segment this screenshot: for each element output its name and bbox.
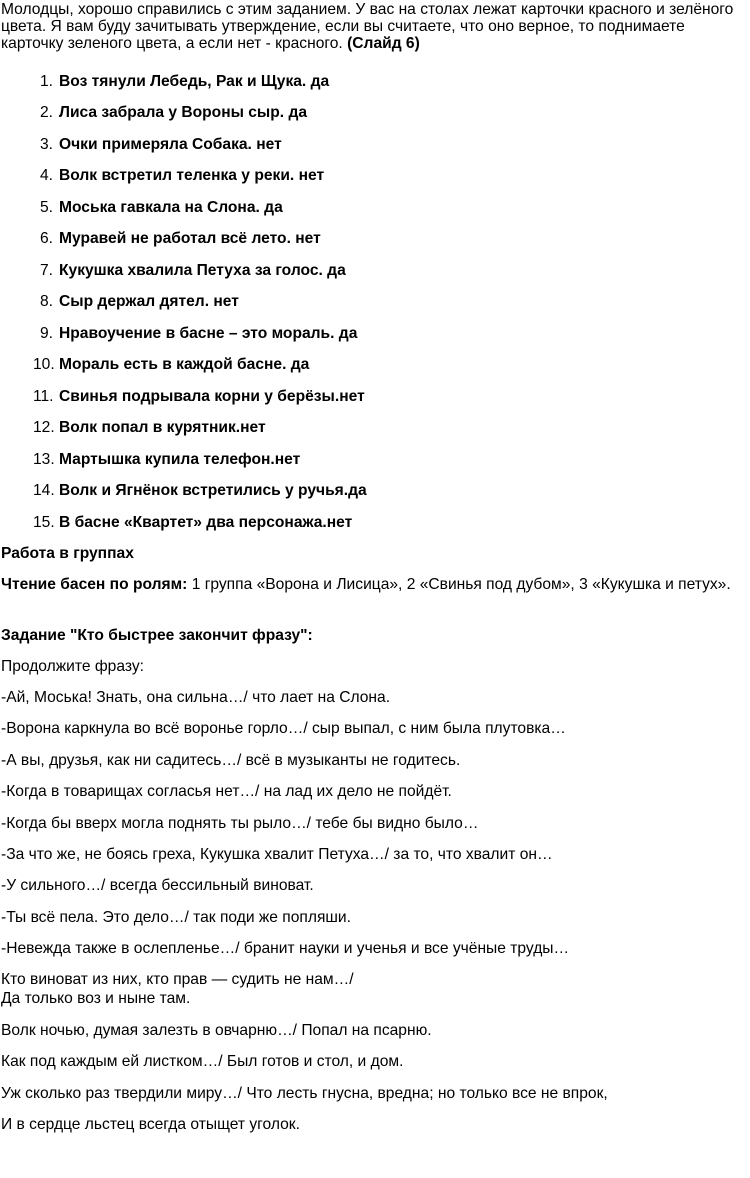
statement-item: Сыр держал дятел. нет [59,293,239,310]
statement-number: 7. [39,262,53,279]
statement-item: Муравей не работал всё лето. нет [59,230,321,247]
statement-item: Нравоучение в басне – это мораль. да [59,325,358,342]
continue-prompt: Продолжите фразу: [1,658,144,675]
statement-item: Волк и Ягнёнок встретились у ручья.да [59,482,367,499]
statement-number: 9. [39,325,53,342]
statement-number: 1. [39,73,53,90]
statement-item: Мораль есть в каждой басне. да [59,356,310,373]
statement-number: 6. [39,230,53,247]
reading-roles-text: 1 группа «Ворона и Лисица», 2 «Свинья под дубом», 3 «Кукушка и петух». [187,576,731,593]
phrase-item: -Когда бы вверх могла поднять ты рыло…/ тебе бы видно было… [1,815,479,832]
statement-number: 5. [39,199,53,216]
statement-number: 14. [33,482,55,499]
intro-text: Молодцы, хорошо справились с этим заданием. У вас на столах лежат карточки красного и зелёного цвета. Я вам буду зачитывать утверждение, если вы считаете, что оно верное, то поднимаете карточку зеленого цвета, а если нет - красного. [1,1,734,52]
phrase-line: Как под каждым ей листком…/ Был готов и стол, и дом. [1,1053,404,1070]
statement-item: Очки примеряла Собака. нет [59,136,282,153]
statement-item: Воз тянули Лебедь, Рак и Щука. да [59,73,330,90]
slide-reference: (Слайд 6) [347,35,420,52]
group-work-heading: Работа в группах [1,545,134,562]
phrase-item: -Когда в товарищах согласья нет…/ на лад их дело не пойдёт. [1,783,452,800]
verse-line: Да только воз и ныне там. [1,990,191,1007]
statement-number: 12. [33,419,55,436]
phrase-line: Волк ночью, думая залезть в овчарню…/ Попал на псарню. [1,1022,432,1039]
statement-item: Мартышка купила телефон.нет [59,451,301,468]
statement-item: Моська гавкала на Слона. да [59,199,283,216]
intro-paragraph [1,1,746,52]
statement-item: Волк встретил теленка у реки. нет [59,167,325,184]
phrase-item: -А вы, друзья, как ни садитесь…/ всё в музыканты не годитесь. [1,752,461,769]
statement-item: Кукушка хвалила Петуха за голос. да [59,262,346,279]
statement-number: 13. [33,451,55,468]
task-title: Задание "Кто быстрее закончит фразу": [1,627,313,644]
statement-item: В басне «Квартет» два персонажа.нет [59,514,353,531]
verse-line: Кто виноват из них, кто прав — судить не нам…/ [1,971,354,988]
statement-number: 4. [39,167,53,184]
reading-roles-paragraph [1,576,741,593]
statement-number: 11. [33,388,54,405]
phrase-item: -Ворона каркнула во всё воронье горло…/ сыр выпал, с ним была плутовка… [1,720,566,737]
statement-number: 15. [33,514,55,531]
statement-number: 10. [33,356,55,373]
phrase-item: -За что же, не боясь греха, Кукушка хвалит Петуха…/ за то, что хвалит он… [1,846,553,863]
statement-number: 8. [39,293,53,310]
phrase-line: И в сердце льстец всегда отыщет уголок. [1,1116,300,1133]
phrase-line: Уж сколько раз твердили миру…/ Что лесть гнусна, вредна; но только все не впрок, [1,1085,608,1102]
statement-number: 2. [39,104,53,121]
reading-roles-label: Чтение басен по ролям: [1,576,188,593]
statement-item: Лиса забрала у Вороны сыр. да [59,104,308,121]
phrase-item: -Ай, Моська! Знать, она сильна…/ что лает на Слона. [1,689,391,706]
statement-item: Свинья подрывала корни у берёзы.нет [59,388,365,405]
phrase-item: -Ты всё пела. Это дело…/ так поди же попляши. [1,909,351,926]
phrase-item: -Невежда также в ослепленье…/ бранит науки и ученья и все учёные труды… [1,940,570,957]
statement-item: Волк попал в курятник.нет [59,419,266,436]
phrase-item: -У сильного…/ всегда бессильный виноват. [1,877,314,894]
statement-number: 3. [39,136,53,153]
